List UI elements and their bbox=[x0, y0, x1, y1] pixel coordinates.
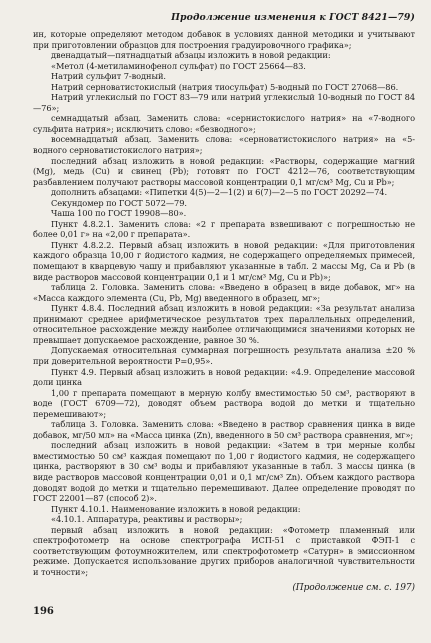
page-header: Продолжение изменения к ГОСТ 8421—79) bbox=[171, 12, 415, 23]
paragraph: Пункт 4.9. Первый абзац изложить в новой редакции: «4.9. Определение массовой доли цинка bbox=[33, 366, 415, 388]
page-number: 196 bbox=[33, 606, 54, 617]
paragraph: Натрий углекислый по ГОСТ 83—79 или натрий углекислый 10-водный по ГОСТ 84—76»; bbox=[33, 92, 415, 113]
paragraph: первый абзац изложить в новой редакции: «Фотометр пламенный или спектрофотометр на основе спектрографа ИСП-51 с приставкой ФЭП-1 с соответствующим фотоумножителем, или спектрофотометр «Сатурн» в эмиссионном режиме. Допускается использование других приборов аналогичной чувствительности и точности»; bbox=[33, 524, 415, 577]
paragraph: дополнить абзацами: «Пипетки 4(5)—2—1(2) и 6(7)—2—5 по ГОСТ 20292—74. bbox=[51, 187, 388, 198]
paragraph: семнадцатый абзац. Заменить слова: «сернистокислого натрия» на «7-водного сульфита натрия»; исключить слово: «безводного»; bbox=[33, 113, 415, 134]
paragraph: Пункт 4.10.1. Наименование изложить в новой редакции: bbox=[51, 503, 301, 514]
paragraph: последний абзац изложить в новой редакции: «Затем в три мерные колбы вместимостью 50 см³ каждая помещают по 1,00 г йодистого кадмия, не содержащего цинка, растворяют в 30 см³ воды и прибавляют указанные в табл. 3 массы цинка (в виде растворов массовой концентрации 0,01 и 0,1 мг/см³ Zn). Объем каждого раствора доводят водой до метки и тщательно перемешивают. Далее определение проводят по ГОСТ 22001—87 (способ 2)». bbox=[33, 440, 415, 504]
paragraph: восемнадцатый абзац. Заменить слова: «серноватистокислого натрия» на «5-водного серноватистокислого натрия»; bbox=[33, 134, 415, 156]
paragraph: Допускаемая относительная суммарная погрешность результата анализа ±20 % при доверительной вероятности P=0,95». bbox=[33, 345, 415, 366]
continuation-note: (Продолжение см. с. 197) bbox=[292, 583, 415, 594]
paragraph: последний абзац изложить в новой редакции: «Растворы, содержащие магний (Mg), медь (Cu) и свинец (Pb); готовят по ГОСТ 4212—76, соответствующим разбавлением получают растворы массовой концентрации 0,1 мг/см³ Mg, Cu и Pb»; bbox=[33, 155, 415, 187]
paragraph: 1,00 г препарата помещают в мерную колбу вместимостью 50 см³, растворяют в воде (ГОСТ 6709—72), доводят объем раствора водой до метки и тщательно перемешивают»; bbox=[33, 387, 415, 419]
paragraph: ин, которые определяют методом добавок в условиях данной методики и учитывают при приготовлении образцов для построения градуировочного графика»; bbox=[33, 29, 415, 50]
paragraph: Пункт 4.8.2.2. Первый абзац изложить в новой редакции: «Для приготовления каждого образца 10,00 г йодистого кадмия, не содержащего определяемых примесей, помещают в кварцевую чашу и прибавляют указанные в табл. 2 массы Mg, Ca и Pb (в виде растворов массовой концентрации 0,1 и 1 мг/см³ Mg, Cu и Pb)»; bbox=[33, 239, 415, 282]
paragraph: таблица 2. Головка. Заменить слова: «Введено в образец в виде добавок, мг» на «Масса каждого элемента (Cu, Pb, Mg) введенного в образец, мг»; bbox=[33, 282, 415, 303]
paragraph: Пункт 4.8.2.1. Заменить слова: «2 г препарата взвешивают с погрешностью не более 0,01 г» на «2,00 г препарата». bbox=[33, 218, 415, 240]
paragraph: «4.10.1. Аппаратура, реактивы и растворы»; bbox=[51, 514, 243, 525]
paragraph: Натрий серноватистокислый (натрия тиосульфат) 5-водный по ГОСТ 27068—86. bbox=[51, 81, 399, 92]
document-body bbox=[33, 29, 415, 594]
paragraph: таблица 3. Головка. Заменить слова: «Введено в раствор сравнения цинка в виде добавок, мг/50 мл» на «Масса цинка (Zn), введенного в 50 см³ раствора сравнения, мг»; bbox=[33, 419, 415, 440]
paragraph: двенадцатый—пятнадцатый абзацы изложить в новой редакции: bbox=[51, 50, 331, 61]
paragraph: Пункт 4.8.4. Последний абзац изложить в новой редакции: «За результат анализа принимают среднее арифметическое результатов трех параллельных определений, относительное расхождение между наиболее отличающимися значениями которых не превышает допускаемое расхождение, равное 30 %. bbox=[33, 303, 415, 345]
paragraph: «Метол (4-метиламинофенол сульфат) по ГОСТ 25664—83. bbox=[51, 60, 306, 71]
paragraph: Натрий сульфит 7-водный. bbox=[51, 71, 166, 82]
paragraph: Секундомер по ГОСТ 5072—79. bbox=[51, 197, 187, 208]
paragraph: Чаша 100 по ГОСТ 19908—80». bbox=[51, 208, 187, 219]
